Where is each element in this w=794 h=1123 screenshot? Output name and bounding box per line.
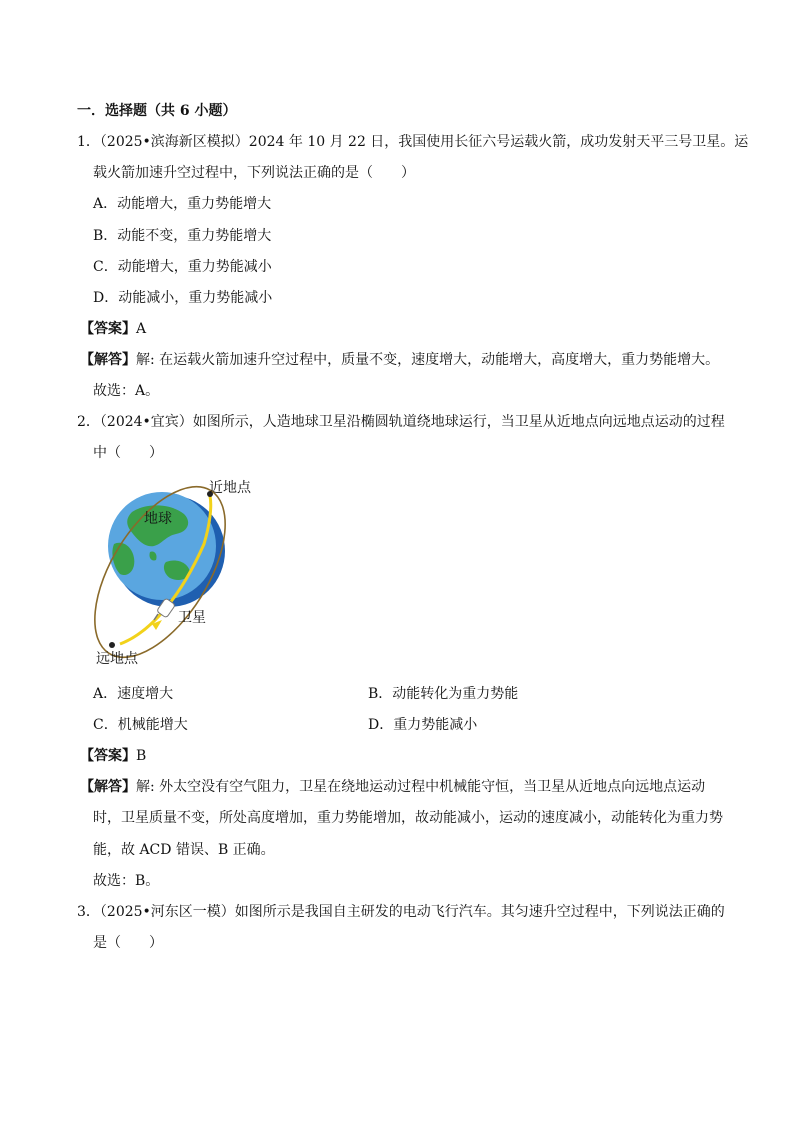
q2-analysis-line3: 能，故 ACD 错误、B 正确。 [93,842,275,858]
q2-stem-line2: 中（ ） [93,445,163,461]
q3-stem-line2: 是（ ） [93,935,163,951]
q1-option-b: B．动能不变，重力势能增大 [93,228,272,244]
analysis-text: 解: 外太空没有空气阻力，卫星在绕地运动过程中机械能守恒，当卫星从近地点向远地点运动 [136,779,706,795]
answer-value: B [136,748,147,764]
analysis-tag: 【解答】 [80,352,136,368]
answer-tag: 【答案】 [80,321,136,337]
q1-option-c: C．动能增大，重力势能减小 [93,259,272,275]
apogee-point [109,642,115,648]
q2-option-c: C．机械能增大 [93,717,188,733]
q2-analysis-line1 [80,777,705,797]
apogee-label: 远地点 [96,650,138,666]
q1-option-a: A．动能增大，重力势能增大 [93,196,272,212]
q1-stem-line2: 载火箭加速升空过程中，下列说法正确的是（ ） [93,165,415,181]
satellite-orbit-figure [92,474,260,666]
q2-choice: 故选：B。 [93,873,160,889]
q1-answer [80,319,146,339]
q2-option-b: B．动能转化为重力势能 [368,686,519,702]
q2-option-d: D．重力势能减小 [368,717,478,733]
q3-stem-line1: 3．（2025•河东区一模）如图所示是我国自主研发的电动飞行汽车。其匀速升空过程中，下列说法正确的 [77,904,725,920]
earth-label: 地球 [144,510,172,526]
answer-tag: 【答案】 [80,748,136,764]
q2-analysis-line2: 时，卫星质量不变，所处高度增加，重力势能增加，故动能减小，运动的速度减小，动能转化为重力势 [93,810,723,826]
section-title: 一．选择题（共 6 小题） [77,103,237,119]
q1-stem-line1: 1．（2025•滨海新区模拟）2024 年 10 月 22 日，我国使用长征六号运载火箭，成功发射天平三号卫星。运 [77,134,749,150]
q1-choice: 故选：A。 [93,383,160,399]
orbit-diagram [92,474,260,666]
answer-value: A [136,321,147,337]
q2-answer [80,746,146,766]
q1-option-d: D．动能减小，重力势能减小 [93,290,273,306]
q2-stem-line1: 2．（2024•宜宾）如图所示，人造地球卫星沿椭圆轨道绕地球运行，当卫星从近地点向远地点运动的过程 [77,414,725,430]
analysis-text: 解: 在运载火箭加速升空过程中，质量不变，速度增大，动能增大，高度增大，重力势能增大。 [136,352,720,368]
q1-analysis [80,350,719,370]
analysis-tag: 【解答】 [80,779,136,795]
perigee-label: 近地点 [209,479,251,495]
q2-option-a: A．速度增大 [93,686,174,702]
satellite-label: 卫星 [178,609,206,625]
